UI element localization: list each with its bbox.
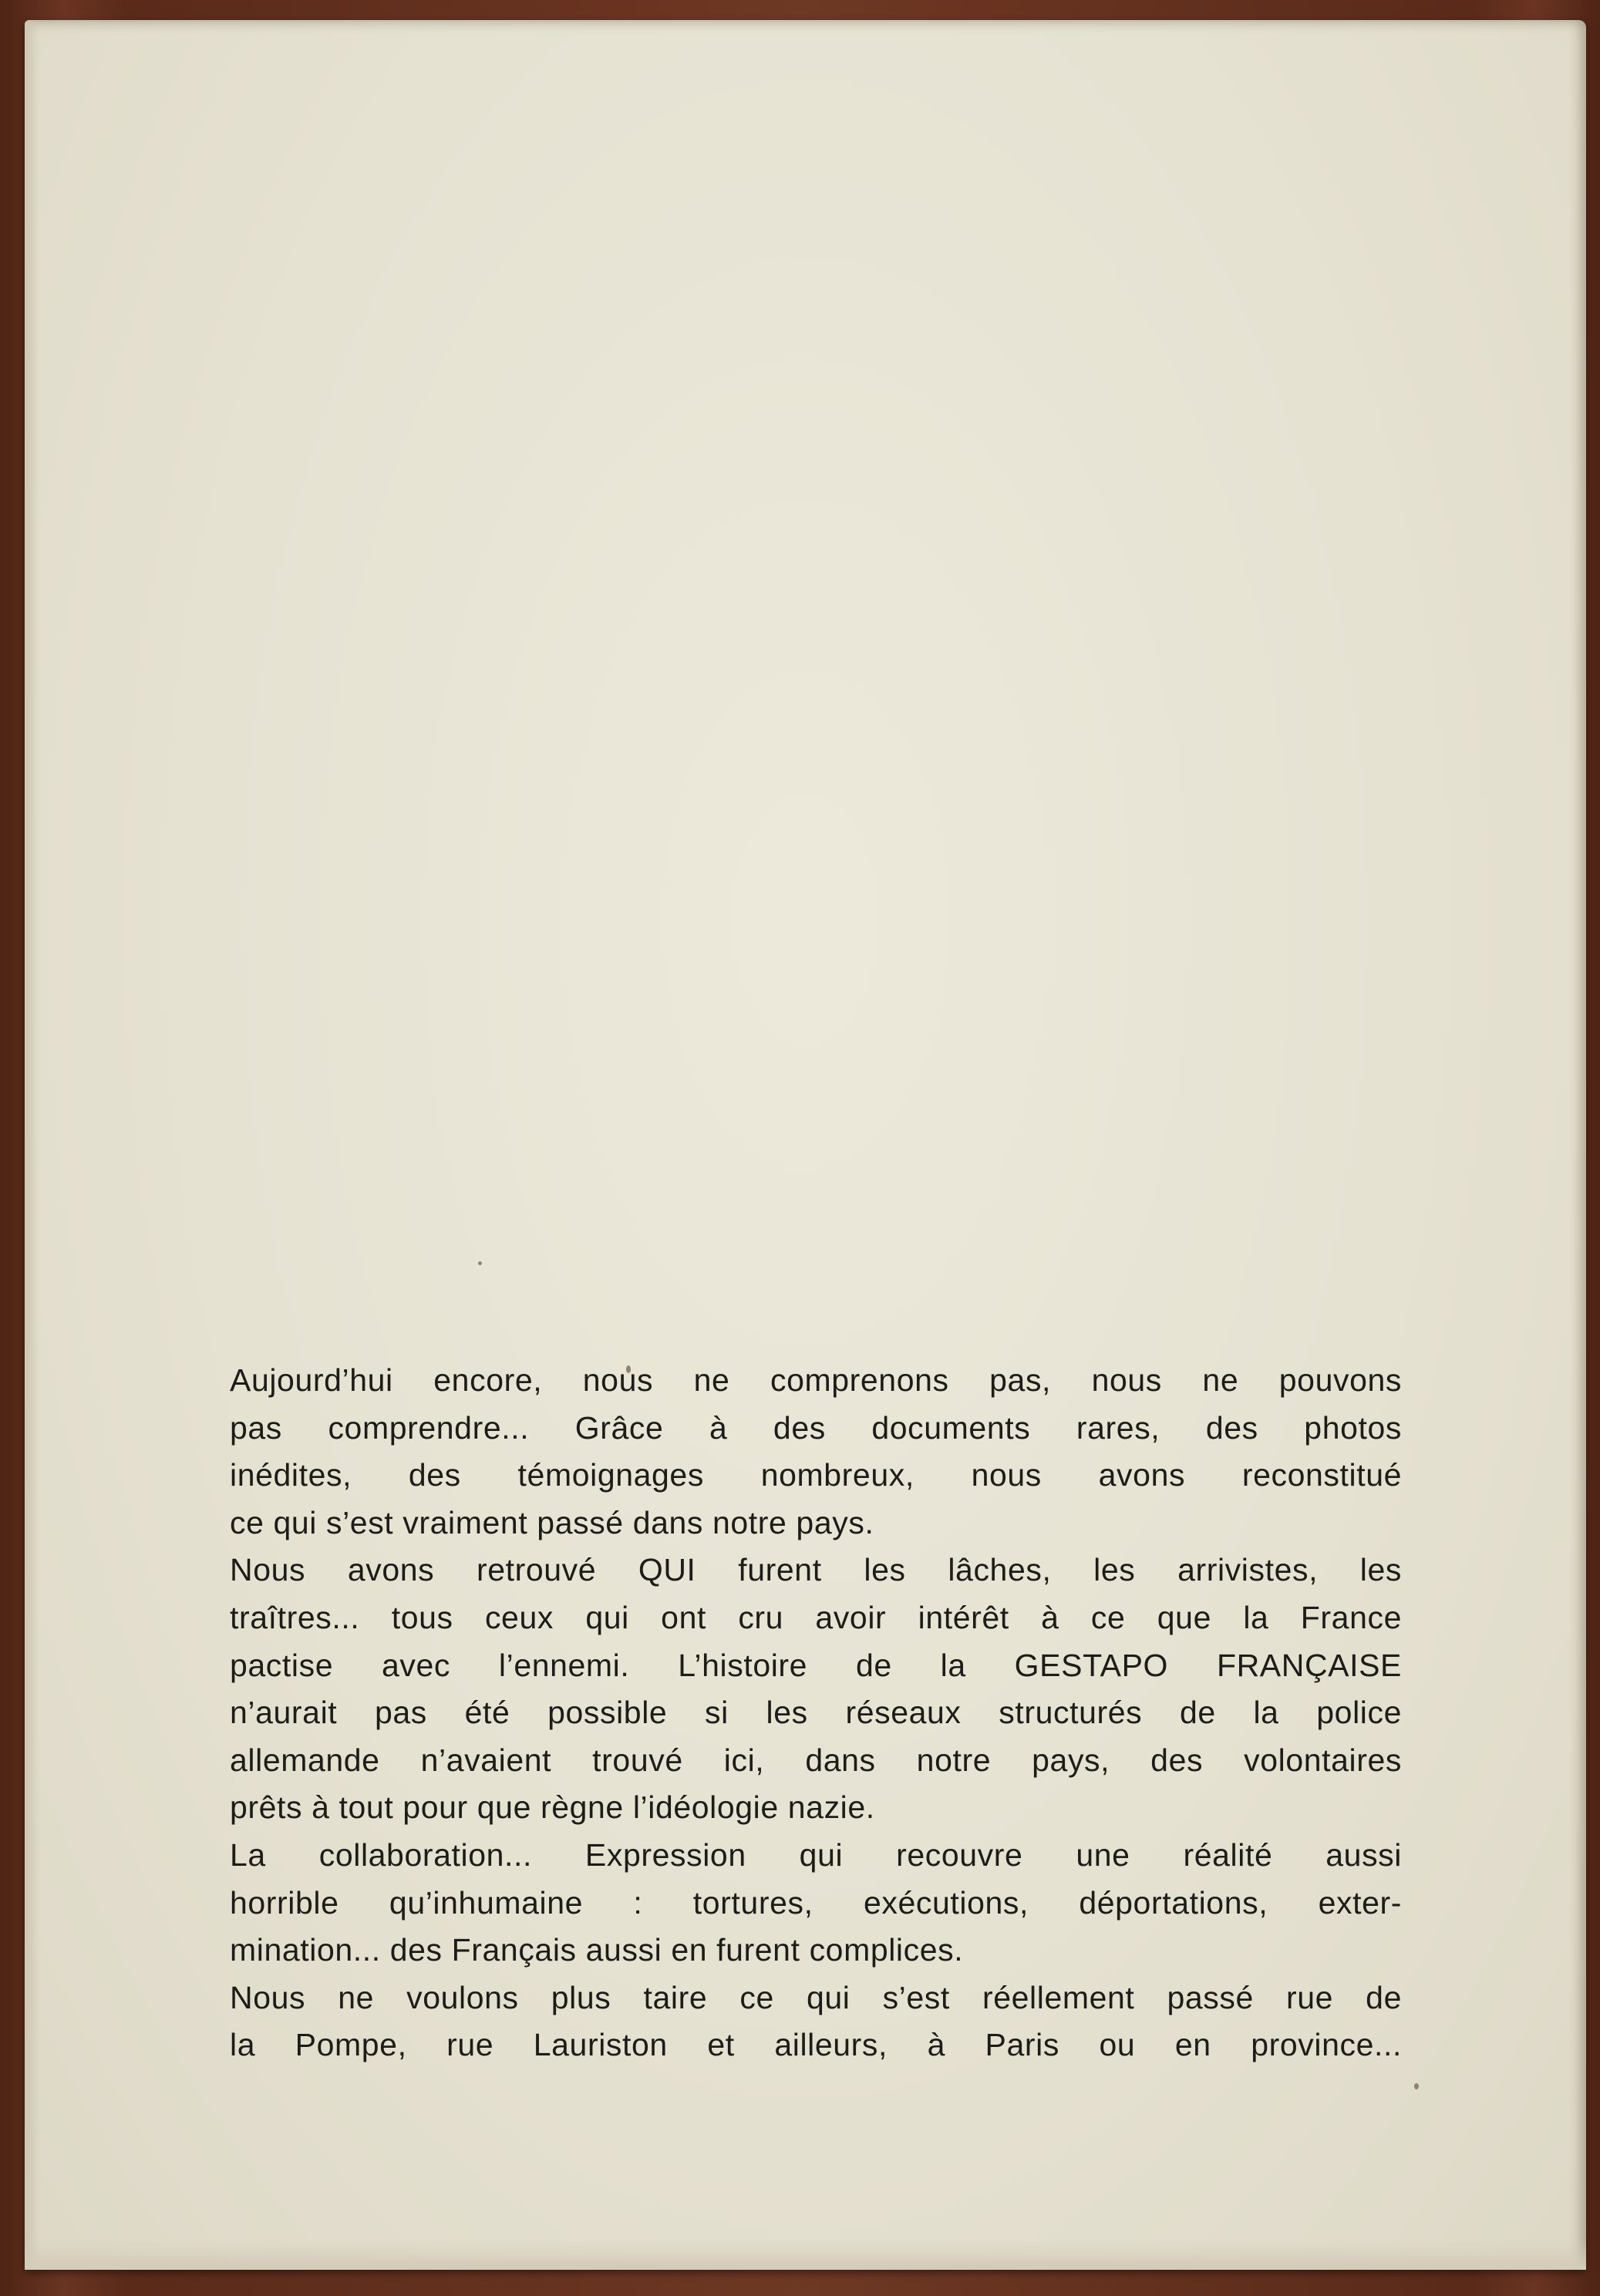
- paper-speck: [478, 1261, 482, 1265]
- cover-bottom-edge: [25, 2239, 1586, 2270]
- paper-speck: [1414, 2083, 1419, 2089]
- blurb-line: traîtres... tous ceux qui ont cru avoir intérêt à ce que la France: [230, 1599, 1402, 1635]
- blurb-line: ce qui s’est vraiment passé dans notre pays.: [230, 1504, 874, 1540]
- blurb-paragraph: [230, 1357, 1402, 1547]
- back-cover-blurb: [230, 1357, 1402, 2069]
- blurb-line: Nous ne voulons plus taire ce qui s’est réellement passé rue de: [230, 1979, 1402, 2015]
- blurb-line: prêts à tout pour que règne l’idéologie nazie.: [230, 1789, 875, 1826]
- blurb-line: Nous avons retrouvé QUI furent les lâches, les arrivistes, les: [230, 1552, 1402, 1588]
- blurb-line: allemande n’avaient trouvé ici, dans notre pays, des volontaires: [230, 1742, 1402, 1778]
- blurb-line: mination... des Français aussi en furent complices.: [230, 1932, 964, 1968]
- blurb-line: La collaboration... Expression qui recouvre une réalité aussi: [230, 1836, 1402, 1873]
- blurb-paragraph: [230, 1974, 1402, 2069]
- blurb-paragraph: [230, 1547, 1402, 1832]
- blurb-line: Aujourd’hui encore, nous ne comprenons pas, nous ne pouvons: [230, 1362, 1402, 1398]
- blurb-line: pactise avec l’ennemi. L’histoire de la GESTAPO FRANÇAISE: [230, 1647, 1402, 1683]
- blurb-line: pas comprendre... Grâce à des documents rares, des photos: [230, 1409, 1402, 1446]
- blurb-line: horrible qu’inhumaine : tortures, exécutions, déportations, exter-: [230, 1884, 1402, 1921]
- blurb-line: n’aurait pas été possible si les réseaux structurés de la police: [230, 1695, 1402, 1731]
- blurb-paragraph: [230, 1832, 1402, 1974]
- blurb-line: la Pompe, rue Lauriston et ailleurs, à Paris ou en province...: [230, 2027, 1402, 2063]
- blurb-line: inédites, des témoignages nombreux, nous avons reconstitué: [230, 1457, 1402, 1493]
- cover-spine-edge: [25, 20, 39, 2270]
